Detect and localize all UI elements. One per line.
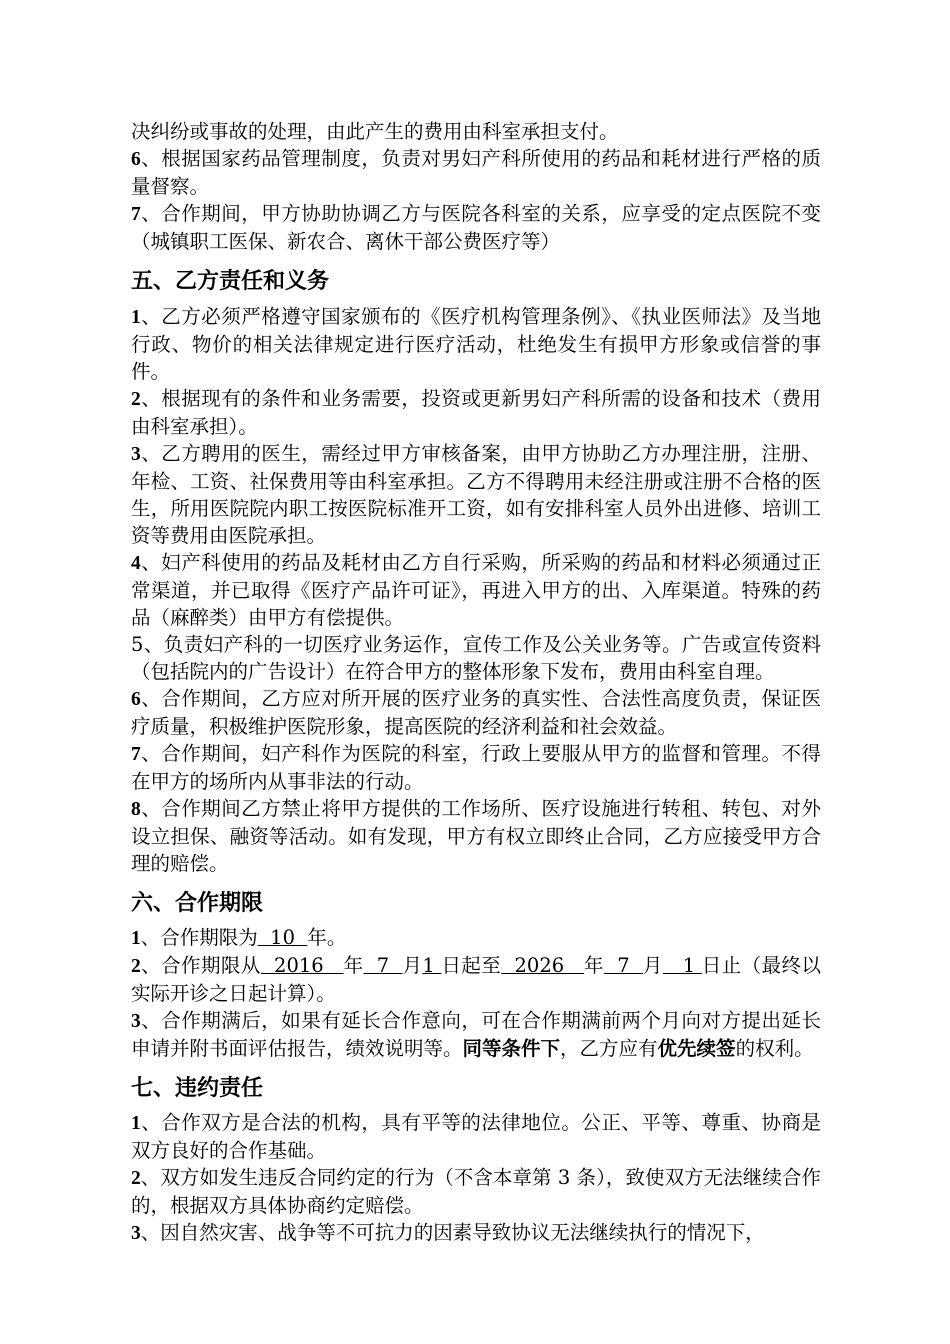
start-day-field: 1: [422, 954, 442, 977]
intro-item-7: 7、合作期间，甲方协助协调乙方与医院各科室的关系，应享受的定点医院不变（城镇职工医保、新农合、离休干部公费医疗等）: [131, 202, 821, 253]
section-6-item-1: 1、合作期限为 10 年。: [131, 926, 347, 949]
section-5-item-4: 4、妇产科使用的药品及耗材由乙方自行采购，所采购的药品和材料必须通过正常渠道，并已取得《医疗产品许可证》，再进入甲方的出、入库渠道。特殊的药品（麻醉类）由甲方有偿提供。: [131, 551, 821, 629]
start-year-field: 2016: [260, 954, 344, 977]
term-years-field: 10: [257, 926, 308, 949]
end-day-field: 1: [662, 954, 702, 977]
section-5-item-7: 7、合作期间，妇产科作为医院的科室，行政上要服从甲方的监督和管理。不得在甲方的场所内从事非法的行动。: [131, 742, 821, 793]
section-6-item-3: 3、合作期满后，如果有延长合作意向，可在合作期满前两个月向对方提出延长申请并附书面评估报告，绩效说明等。同等条件下，乙方应有优先续签的权利。: [131, 1009, 821, 1060]
section-7-item-2: 2、双方如发生违反合同约定的行为（不含本章第 3 条），致使双方无法继续合作的，根据双方具体协商约定赔偿。: [131, 1166, 821, 1217]
start-month-field: 7: [363, 954, 403, 977]
section-5-item-2: 2、根据现有的条件和业务需要，投资或更新男妇产科所需的设备和技术（费用由科室承担）。: [131, 387, 821, 438]
section-5-item-8: 8、合作期间乙方禁止将甲方提供的工作场所、医疗设施进行转租、转包、对外设立担保、融资等活动。如有发现，甲方有权立即终止合同，乙方应接受甲方合理的赔偿。: [131, 797, 821, 875]
document-body: [131, 118, 821, 1247]
end-month-field: 7: [603, 954, 643, 977]
section-7-heading: 七、违约责任: [131, 1076, 264, 1101]
end-year-field: 2026: [501, 954, 585, 977]
section-5-item-5: 5、负责妇产科的一切医疗业务运作，宣传工作及公关业务等。广告或宣传资料（包括院内的广告设计）在符合甲方的整体形象下发布，费用由科室自理。: [131, 633, 821, 683]
section-6-heading: 六、合作期限: [131, 891, 264, 916]
section-6-item-2: 2、合作期限从 2016 年 7 月1 日起至 2026 年 7 月 1 日止（最终以实际开诊之日起计算）。: [131, 954, 821, 1005]
section-7-item-1: 1、合作双方是合法的机构，具有平等的法律地位。公正、平等、尊重、协商是双方良好的合作基础。: [131, 1111, 821, 1162]
section-7-item-3: 3、因自然灾害、战争等不可抗力的因素导致协议无法继续执行的情况下，: [131, 1221, 765, 1244]
paragraph-intro-continued: 决纠纷或事故的处理，由此产生的费用由科室承担支付。: [131, 120, 619, 143]
intro-item-6: 6、根据国家药品管理制度，负责对男妇产科所使用的药品和耗材进行严格的质量督察。: [131, 147, 821, 198]
section-5-item-1: 1、乙方必须严格遵守国家颁布的《医疗机构管理条例》、《执业医师法》及当地行政、物价的相关法律规定进行医疗活动，杜绝发生有损甲方形象或信誉的事件。: [131, 305, 821, 383]
section-5-item-6: 6、合作期间，乙方应对所开展的医疗业务的真实性、合法性高度负责，保证医疗质量，积极维护医院形象，提高医院的经济利益和社会效益。: [131, 687, 821, 738]
section-5-heading: 五、乙方责任和义务: [131, 269, 330, 294]
section-5-item-3: 3、乙方聘用的医生，需经过甲方审核备案，由甲方协助乙方办理注册，注册、年检、工资、社保费用等由科室承担。乙方不得聘用未经注册或注册不合格的医生，所用医院院内职工按医院标准开工资，如有安排科室人员外出进修、培训工资等费用由医院承担。: [131, 442, 821, 547]
